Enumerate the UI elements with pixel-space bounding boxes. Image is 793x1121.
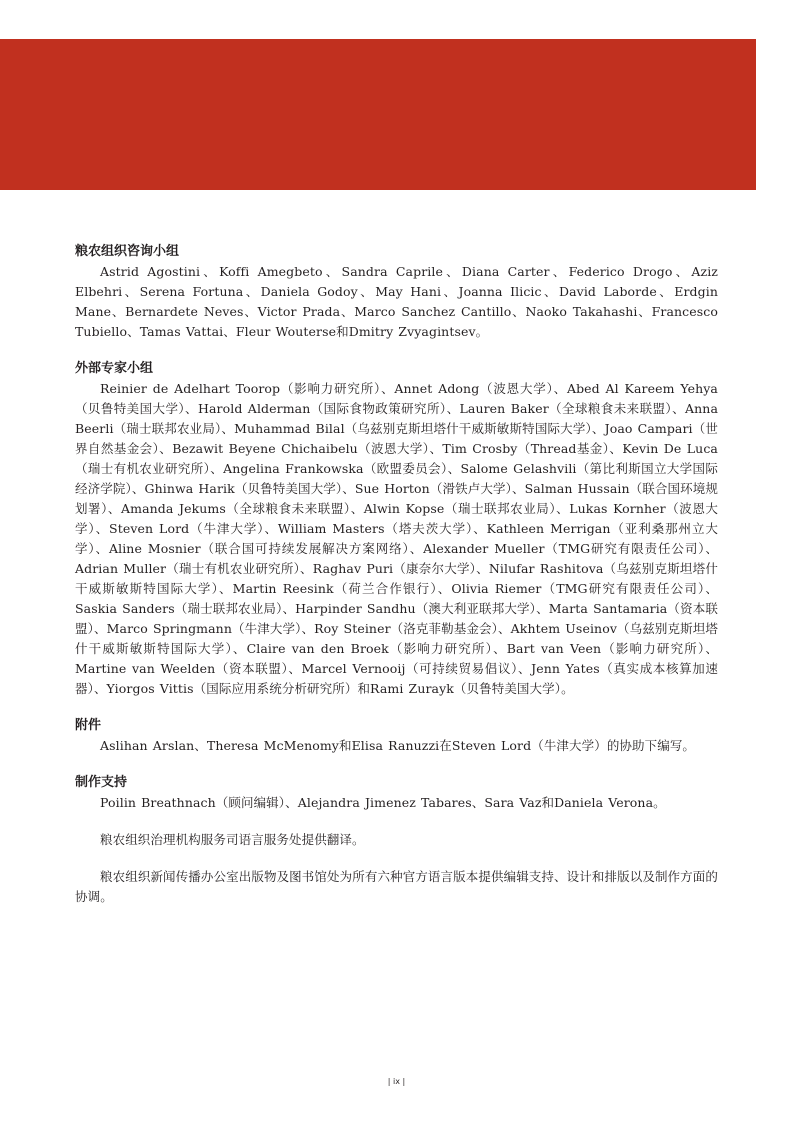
external-experts-heading: 外部专家小组 [75,361,154,376]
annex-heading: 附件 [75,718,102,733]
advisory-group-section [75,242,718,342]
production-support-heading: 制作支持 [75,775,128,790]
publishing-note-section [75,867,718,907]
external-experts-members: Reinier de Adelhart Toorop（影响力研究所）、Annet Adong（波恩大学）、Abed Al Kareem Yehya（贝鲁特美国大学）、Harold Alderman（国际食物政策研究所）、Lauren Baker（全球粮食未来联盟）、Anna Beerli（瑞士联邦农业局）、Muhammad Bilal（乌兹别克斯坦塔什干威斯敏斯特国际大学）、Joao Campari（世界自然基金会）、Bezawit Beyene Chichaibelu（波恩大学）、Tim Crosby（Thread基金）、Kevin De Luca（瑞士有机农业研究所）、Angelina Frankowska（欧盟委员会）、Salome Gelashvili（第比利斯国立大学国际经济学院）、Ghinwa Harik（贝鲁特美国大学）、Sue Horton（滑铁卢大学）、Salman Hussain（联合国环境规划署）、Amanda Jekums（全球粮食未来联盟）、Alwin Kopse（瑞士联邦农业局）、Lukas Kornher（波恩大学）、Steven Lord（牛津大学）、William Masters（塔夫茨大学）、Kathleen Merrigan（亚利桑那州立大学）、Aline Mosnier（联合国可持续发展解决方案网络）、Alexander Mueller（TMG研究有限责任公司）、Adrian Muller（瑞士有机农业研究所）、Raghav Puri（康奈尔大学）、Nilufar Rashitova（乌兹别克斯坦塔什干威斯敏斯特国际大学）、Martin Reesink（荷兰合作银行）、Olivia Riemer（TMG研究有限责任公司）、Saskia Sanders（瑞士联邦农业局）、Harpinder Sandhu（澳大利亚联邦大学）、Marta Santamaria（资本联盟）、Marco Springmann（牛津大学）、Roy Steiner（洛克菲勒基金会）、Akhtem Useinov（乌兹别克斯坦塔什干威斯敏斯特国际大学）、Claire van den Broek（影响力研究所）、Bart van Veen（影响力研究所）、Martine van Weelden（资本联盟）、Marcel Vernooij（可持续贸易倡议）、Jenn Yates（真实成本核算加速器）、Yiorgos Vittis（国际应用系统分析研究所）和Rami Zurayk（贝鲁特美国大学）。 [75,381,718,696]
header-color-band [0,39,756,190]
acknowledgements-content [75,242,718,924]
page-number: | ix | [387,1077,406,1086]
translation-note: 粮农组织治理机构服务司语言服务处提供翻译。 [100,832,365,847]
production-support-section [75,773,718,813]
annex-section [75,716,718,756]
production-support-text: Poilin Breathnach（顾问编辑）、Alejandra Jimenez Tabares、Sara Vaz和Daniela Verona。 [100,795,666,810]
external-experts-section [75,359,718,699]
annex-text: Aslihan Arslan、Theresa McMenomy和Elisa Ranuzzi在Steven Lord（牛津大学）的协助下编写。 [100,738,696,753]
translation-note-section [75,830,718,850]
publishing-note: 粮农组织新闻传播办公室出版物及图书馆处为所有六种官方语言版本提供编辑支持、设计和排版以及制作方面的协调。 [75,869,718,904]
advisory-group-members: Astrid Agostini、Koffi Amegbeto、Sandra Caprile、Diana Carter、Federico Drogo、Aziz Elbehri、Serena Fortuna、Daniela Godoy、May Hani、Joanna Ilicic、David Laborde、Erdgin Mane、Bernardete Neves、Victor Prada、Marco Sanchez Cantillo、Naoko Takahashi、Francesco Tubiello、Tamas Vattai、Fleur Wouterse和Dmitry Zvyagintsev。 [75,264,718,339]
advisory-group-heading: 粮农组织咨询小组 [75,244,180,259]
